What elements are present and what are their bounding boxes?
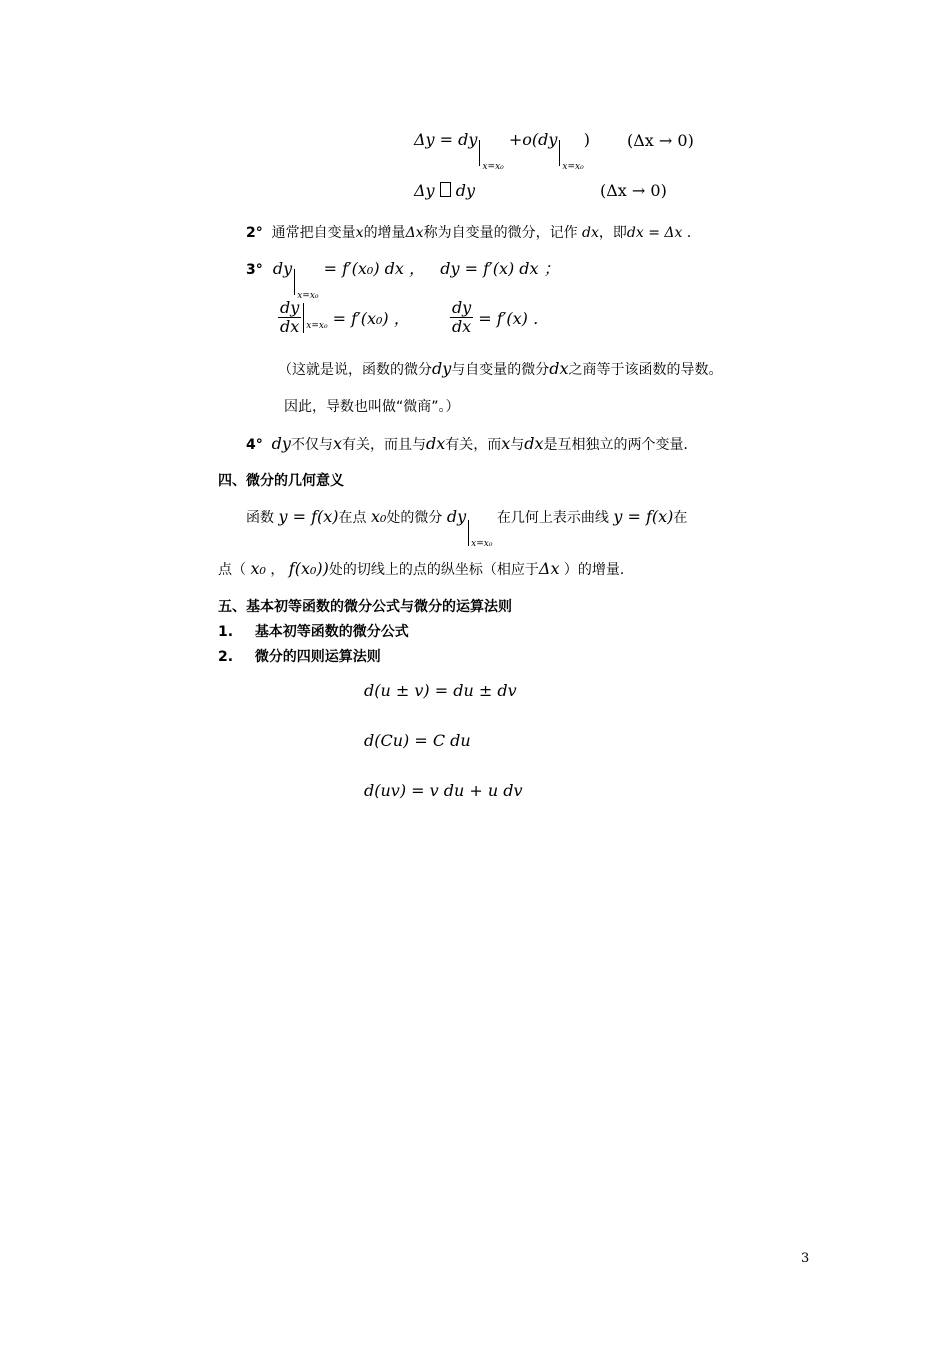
section-4-para-line2: [218, 559, 634, 579]
eval-bar: [303, 303, 327, 333]
rule-sum: d(u ± v) = du ± dv: [364, 681, 517, 700]
text: 之商等于该函数的导数。: [568, 362, 723, 378]
text: 点（: [218, 562, 246, 578]
text: 基本初等函数的微分公式: [254, 624, 409, 640]
text: ，: [270, 562, 285, 578]
formula-part: Δy = dy: [414, 130, 478, 149]
eval-subscript: x=x₀: [471, 539, 493, 549]
math: Δx: [405, 225, 424, 241]
section-5-sub1: [218, 621, 409, 641]
eval-subscript: x=x₀: [562, 162, 584, 172]
fraction: [278, 299, 301, 336]
math: dy: [272, 259, 293, 278]
list-number: 2.: [218, 649, 234, 665]
section-5-sub2: [218, 646, 381, 666]
math: dy: [271, 434, 291, 453]
formula-approx-condition: (Δx → 0): [600, 181, 667, 200]
math: x: [355, 225, 364, 241]
text: ，即: [598, 225, 627, 241]
math: dx: [524, 434, 544, 453]
text: 处的切线上的点的纵坐标（相应于: [328, 562, 539, 578]
item-marker: 4°: [246, 437, 263, 453]
formula-part: dy: [455, 181, 476, 200]
formula-remainder: [414, 130, 590, 172]
item-3-line1: [246, 256, 560, 301]
text: ）的增量．: [563, 562, 634, 578]
item-4: [246, 434, 698, 454]
text: 有关，而: [445, 437, 502, 453]
math: dx: [549, 359, 569, 378]
formula-part: Δy: [414, 181, 435, 200]
eval-subscript: x=x₀: [482, 162, 504, 172]
formula-part: +o(dy: [503, 130, 558, 149]
math: x: [332, 434, 342, 453]
item-2: [246, 222, 701, 242]
note-line1: [278, 359, 723, 379]
section-5-heading: 五、基本初等函数的微分公式与微分的运算法则: [218, 599, 512, 615]
fraction-numerator: dy: [280, 298, 300, 317]
note-line2: 因此，导数也叫做“微商”。）: [284, 399, 460, 415]
text: 与自变量的微分: [451, 362, 550, 378]
math: y = f(x): [278, 507, 339, 526]
text: 通常把自变量: [271, 225, 356, 241]
formula-remainder-condition: (Δx → 0): [627, 131, 694, 150]
math: dy: [446, 507, 467, 526]
fraction-numerator: dy: [451, 298, 472, 317]
fraction-denominator: dx: [451, 317, 472, 336]
rule-constant: d(Cu) = C du: [364, 731, 471, 750]
text: 有关，而且与: [341, 437, 426, 453]
list-number: 1.: [218, 624, 234, 640]
text: 称为自变量的微分，记作: [423, 225, 578, 241]
text: 处的微分: [386, 510, 443, 526]
text: 在: [673, 510, 688, 526]
text: 微分的四则运算法则: [254, 649, 381, 665]
text: 在点: [338, 510, 367, 526]
math: x₀: [250, 559, 266, 578]
math: dy = f′(x) dx ；: [440, 259, 560, 278]
text: 是互相独立的两个变量．: [543, 437, 698, 453]
formula-part: ): [583, 130, 590, 149]
math: dx = Δx: [626, 225, 683, 241]
text: （这就是说，函数的微分: [278, 362, 432, 378]
eval-bar: [479, 140, 504, 172]
section-4-para-line1: [246, 507, 688, 549]
text: ．: [686, 225, 701, 241]
math: x₀: [370, 507, 387, 526]
text: 的增量: [363, 225, 406, 241]
formula-approx: [414, 181, 475, 200]
fraction: [450, 299, 473, 336]
math: = f′(x) ．: [473, 309, 549, 328]
math: Δx: [538, 559, 560, 578]
eval-bar: [468, 520, 493, 549]
rule-product: d(uv) = v du + u dv: [364, 781, 523, 800]
item-marker: 2°: [246, 225, 263, 241]
page-number: 3: [801, 1251, 810, 1266]
math: f(x₀)): [288, 559, 329, 578]
eval-bar: [294, 269, 319, 301]
section-4-heading: 四、微分的几何意义: [218, 473, 344, 489]
math: dy: [432, 359, 452, 378]
math: y = f(x): [613, 507, 674, 526]
text: 函数: [246, 510, 274, 526]
math: = f′(x₀) dx ，: [318, 259, 426, 278]
eval-bar: [559, 140, 584, 172]
math: x: [501, 434, 511, 453]
item-marker: 3°: [246, 262, 263, 278]
text: 与: [510, 437, 525, 453]
approx-symbol-icon: [440, 182, 451, 197]
eval-subscript: x=x₀: [297, 291, 319, 301]
math: dx: [425, 434, 446, 453]
math: = f′(x₀) ，: [327, 309, 410, 328]
fraction-denominator: dx: [280, 317, 300, 336]
eval-subscript: x=x₀: [306, 320, 328, 331]
math: dx: [582, 225, 599, 241]
text: 不仅与: [290, 437, 333, 453]
item-3-line2: [278, 299, 549, 336]
text: 在几何上表示曲线: [496, 510, 609, 526]
